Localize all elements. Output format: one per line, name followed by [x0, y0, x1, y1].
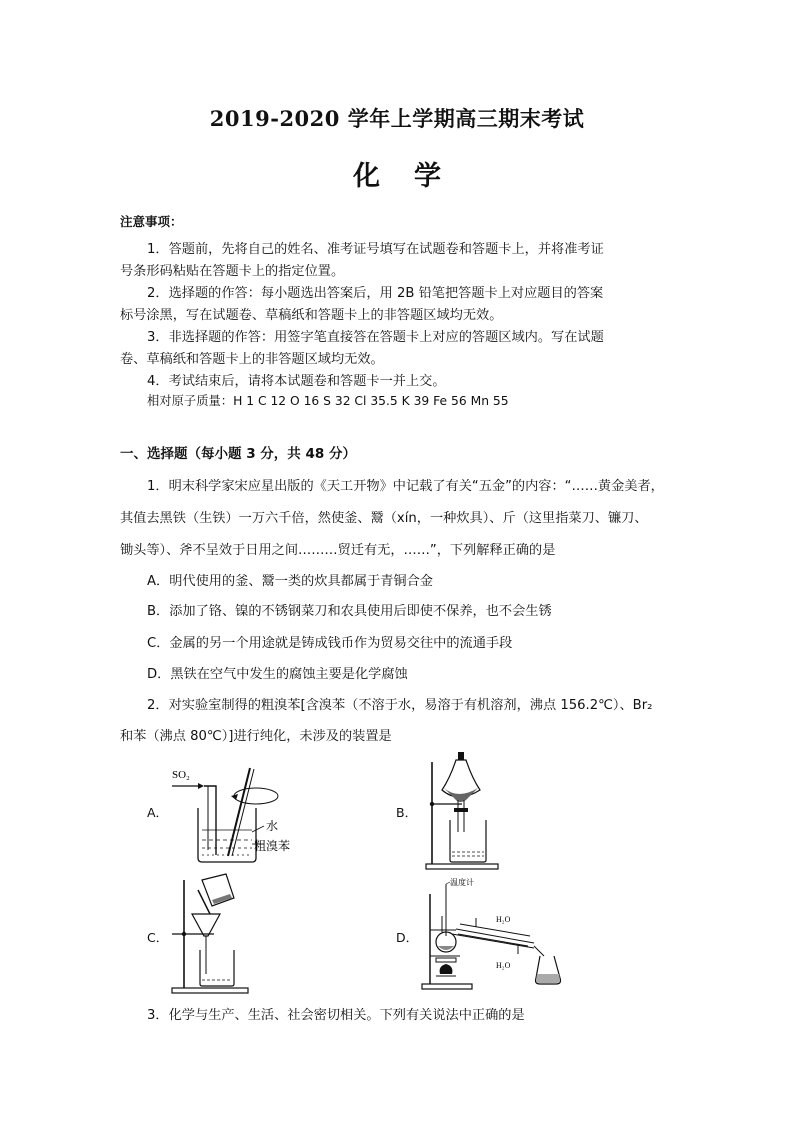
apparatus-d-figure	[416, 874, 566, 994]
q1-option-d: D．黑铁在空气中发生的腐蚀主要是化学腐蚀	[147, 667, 408, 682]
atomic-masses: 相对原子质量：H 1 C 12 O 16 S 32 Cl 35.5 K 39 Fe 56 Mn 55	[147, 394, 509, 408]
q2-option-b-label: B．	[396, 805, 418, 820]
section-heading: 一、选择题（每小题 3 分，共 48 分）	[120, 446, 356, 462]
note-line: 卷、草稿纸和答题卡上的非答题区域均无效。	[120, 352, 384, 367]
h2o-outlet-label: H₂O	[496, 961, 511, 970]
note-line: 1．答题前，先将自己的姓名、准考证号填写在试题卷和答题卡上，并将准考证	[147, 242, 604, 257]
water-label: 水	[266, 819, 279, 833]
q1-option-a: A．明代使用的釜、鬵一类的炊具都属于青铜合金	[147, 574, 433, 589]
apparatus-b-figure	[420, 748, 500, 870]
note-line: 4．考试结束后，请将本试题卷和答题卡一并上交。	[147, 374, 446, 389]
note-line: 2．选择题的作答：每小题选出答案后，用 2B 铅笔把答题卡上对应题目的答案	[147, 286, 604, 301]
q1-stem-line: 其值去黑铁（生铁）一万六千倍，然使釜、鬵（xín，一种炊具）、斤（这里指菜刀、镰刀、	[120, 511, 648, 526]
q2-option-d-label: D．	[396, 930, 419, 945]
note-line: 3．非选择题的作答：用签字笔直接答在答题卡上对应的答题区域内。写在试题	[147, 330, 604, 345]
note-line: 号条形码粘贴在答题卡上的指定位置。	[120, 264, 345, 279]
apparatus-c-figure	[170, 870, 270, 996]
so2-label: SO₂	[172, 769, 190, 781]
crude-bromobenzene-label: 粗溴苯	[254, 839, 291, 853]
q2-option-a-label: A．	[147, 805, 169, 820]
q1-stem-line: 锄头等）、斧不呈效于日用之间………贸迁有无，……”，下列解释正确的是	[120, 543, 556, 558]
q2-stem-line: 和苯（沸点 80℃）]进行纯化，未涉及的装置是	[120, 729, 392, 744]
q2-stem-line: 2．对实验室制得的粗溴苯[含溴苯（不溶于水，易溶于有机溶剂，沸点 156.2℃）、Br₂	[147, 698, 653, 713]
q2-option-c-label: C．	[147, 930, 169, 945]
apparatus-a-figure	[168, 760, 308, 870]
note-line: 标号涂黑，写在试题卷、草稿纸和答题卡上的非答题区域均无效。	[120, 308, 503, 323]
thermometer-label: 温度计	[450, 878, 474, 887]
exam-title: 2019-2020 学年上学期高三期末考试	[209, 106, 585, 131]
h2o-inlet-label: H₂O	[496, 915, 511, 924]
q3-stem-line: 3．化学与生产、生活、社会密切相关。下列有关说法中正确的是	[147, 1008, 525, 1023]
q1-option-b: B．添加了铬、镍的不锈钢菜刀和农具使用后即使不保养，也不会生锈	[147, 604, 552, 619]
q1-option-c: C．金属的另一个用途就是铸成钱币作为贸易交往中的流通手段	[147, 636, 513, 651]
q1-stem-line: 1．明末科学家宋应星出版的《天工开物》中记载了有关“五金”的内容：“……黄金美者，	[147, 479, 664, 494]
notes-heading: 注意事项：	[120, 214, 183, 229]
subject-title: 化学	[353, 161, 475, 192]
